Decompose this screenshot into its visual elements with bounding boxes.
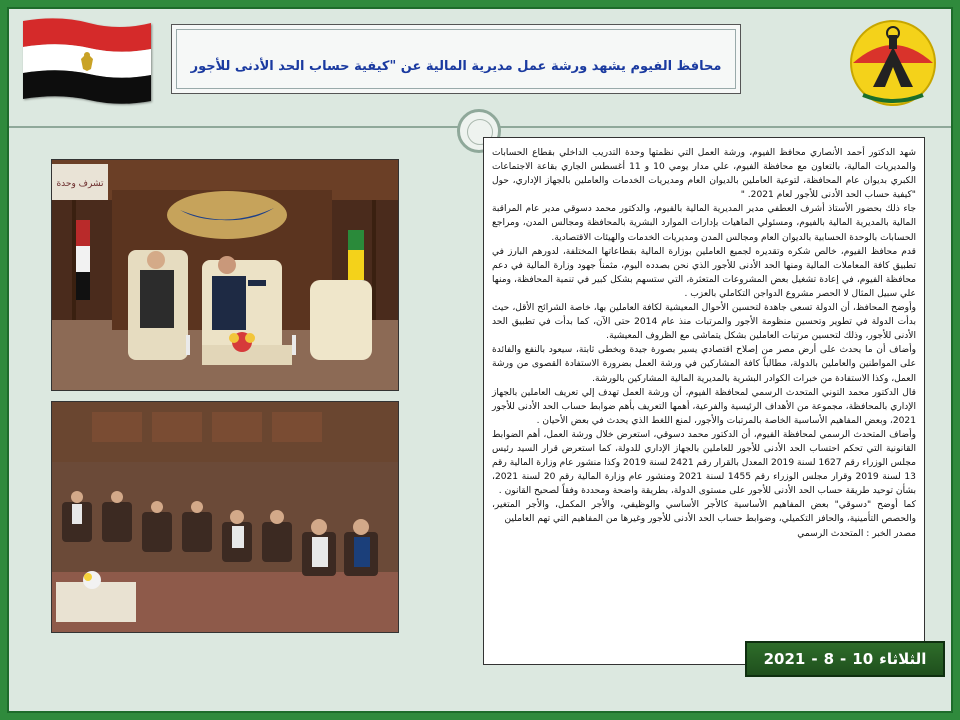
egypt-flag-image bbox=[19, 15, 155, 107]
photo-audience-panel bbox=[51, 401, 399, 633]
article-paragraph-4: وأوضح المحافظ، أن الدولة تسعى جاهدة لتحسين الأحوال المعيشية لكافة العاملين بها، خاصة الشرائح الأقل، حيث بدأت الدولة في تطوير وتحسين منظومة الأجور والمرتبات منذ عام 2014 حتى الآن، كما بدأت في تطبيق الحد الأدنى للأجور، وذلك لتحسين مرتبات العاملين بشكل يتماشى مع الظروف المعيشية. bbox=[492, 303, 917, 342]
headline-title: محافظ الفيوم يشهد ورشة عمل مديرية المالية عن "كيفية حساب الحد الأدنى للأجور bbox=[190, 59, 722, 74]
date-separator-2: - bbox=[811, 650, 818, 668]
photo-audience-scene bbox=[52, 402, 398, 632]
photo-banner-text: تشرف وحدة bbox=[56, 179, 104, 189]
article-paragraph-3: قدم محافظ الفيوم، خالص شكره وتقديره لجميع العاملين بوزارة المالية بقطاعاتها المختلفة، لدورهم البارز في تطبيق كافة المعاملات المالية ومنها الحد الأدنى للأجور الذي نحن بصدده اليوم، مثمناً جهود وزارة المالية في دعم محافظة الفيوم، في إعادة تشغيل بعض المشروعات المتعثرة، التي ستسهم بشكل كبير في تنمية المحافظة، ومنها علي سبيل المثال لا الحصر مشروع الدواجن التكاملي بالعزب . bbox=[492, 246, 916, 299]
article-body bbox=[483, 137, 925, 665]
article-source: مصدر الخبر : المتحدث الرسمي bbox=[797, 528, 916, 539]
date-separator-1: - bbox=[840, 650, 847, 668]
photo-governor-panel bbox=[51, 159, 399, 391]
article-paragraph-8: كما أوضح "دسوقي" بعض المفاهيم الأساسية كالأجر الأساسي والوظيفي، والأجر المكمل، والأجر المتغير، والحصص التأمينية، والحافز التكميلي، وضوابط حساب الحد الأدنى للأجور وغيرها من المفاهيم التي تهم العاملين bbox=[492, 500, 916, 525]
article-paragraph-7: وأضاف المتحدث الرسمي لمحافظة الفيوم، أن الدكتور محمد دسوقي، استعرض خلال ورشة العمل، أهم الضوابط القانونية التي تحكم احتساب الحد الأدنى للأجور للعاملين بالجهاز الإداري للدولة، كما استعرض قرار السيد رئيس مجلس الوزراء رقم 1627 لسنة 2019 المعدل بالقرار رقم 2421 لسنة 2019 وكذا منشور عام وزارة المالية رقم 13 لسنة 2019 وقرار مجلس الوزراء رقم 1455 لسنة 2021 ومنشور عام وزارة المالية رقم 20 لسنة 2021، بشأن توحيد طريقة حساب الحد الأدنى للأجور على مستوى الدولة، بطريقة واضحة ومحددة وفقاً لصحيح القانون . bbox=[492, 429, 917, 497]
fayoum-emblem-logo bbox=[843, 17, 943, 109]
date-badge bbox=[745, 641, 945, 677]
article-paragraph-2: جاء ذلك بحضور الأستاذ أشرف العطفي مدير المديرية المالية بالفيوم، والدكتور محمد دسوقي مدير عام المراقبة المالية بالمديرية المالية بالفيوم، ومسئولي الماهيات بإدارات الموارد البشرية بالمحافظة ومجالس المدن، ومراجع الحسابات بالوحدة الحسابية بالديوان العام ومجالس المدن ومديريات الخدمات والهيئات الاقتصادية. bbox=[492, 204, 916, 243]
headline-box bbox=[171, 24, 741, 94]
date-day-name: الثلاثاء bbox=[879, 650, 927, 668]
photo-governor-scene bbox=[52, 160, 398, 390]
article-paragraph-5: وأضاف أن ما يحدث على أرض مصر من إصلاح اقتصادي يسير بصورة جيدة وبخطى ثابتة، سيعود بالنفع والفائدة على المواطنين والعاملين بالدولة، مطالباً كافة المشاركين في ورشة العمل بضرورة الاستفادة القصوى من ورشة العمل، وكذا الاستفادة من خبرات الكوادر البشرية بالمديرية المالية المشاركين بالورشة. bbox=[492, 345, 916, 384]
date-month: 8 bbox=[823, 650, 835, 668]
article-paragraph-6: قال الدكتور محمد التوني المتحدث الرسمي لمحافظة الفيوم، أن ورشة العمل تهدف إلي تعريف العاملين بالجهاز الإداري بالمحافظة، مجموعة من الأهداف الرئيسية والفرعية، أهمها التعريف بأهم ضوابط حساب الحد الأدنى للأجور 2021، وبعض المفاهيم الأساسية الخاصة بالمرتبات والأجور، لمنع اللغط الذي يحدث في بعض الأحيان . bbox=[492, 387, 916, 426]
newsletter-page bbox=[7, 7, 953, 713]
article-paragraph-1: شهد الدكتور أحمد الأنصاري محافظ الفيوم، ورشة العمل التي نظمتها وحدة التدريب الداخلي بقطاع الحسابات والمديريات المالية، بالتعاون مع محافظة الفيوم، علي مدار يومي 10 و 11 أغسطس الجاري بقاعة الاجتماعات الكبري بديوان عام المحافظة، لتوعية العاملين بالديوان العام ومديريات الخدمات والعاملين بالجهاز الإداري، حول "كيفية حساب الحد الأدنى للأجور لعام 2021. " bbox=[492, 148, 916, 201]
date-day: 10 bbox=[852, 650, 874, 668]
date-year: 2021 bbox=[763, 650, 806, 668]
